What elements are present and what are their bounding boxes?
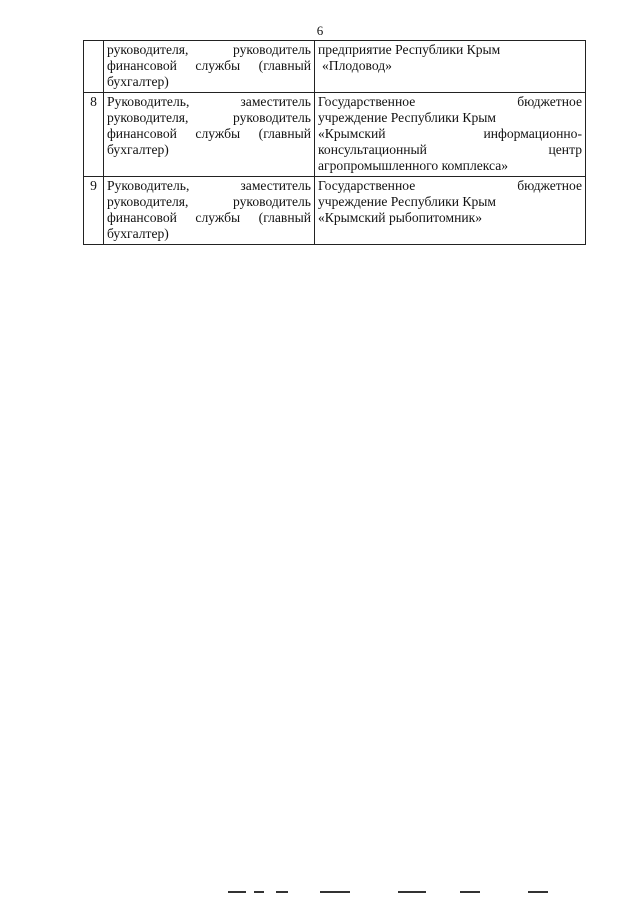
organization-line: агропромышленного комплекса» — [318, 158, 509, 173]
scan-mark — [320, 891, 350, 893]
row-number: 9 — [84, 177, 104, 245]
table-row — [84, 177, 586, 245]
scan-mark — [254, 891, 264, 893]
organization-line: консультационный центр — [318, 142, 582, 157]
position-line: бухгалтер) — [107, 142, 169, 157]
organization-line: «Крымский рыбопитомник» — [318, 210, 483, 225]
scan-mark — [398, 891, 426, 893]
organization-line: «Плодовод» — [322, 58, 392, 73]
row-number — [84, 41, 104, 93]
position-line: финансовой службы (главный — [107, 210, 311, 225]
position-cell — [104, 41, 315, 93]
organization-line: «Крымский информационно- — [318, 126, 582, 141]
position-line: финансовой службы (главный — [107, 58, 311, 73]
row-number: 8 — [84, 93, 104, 177]
scan-artifact-marks — [228, 891, 568, 895]
table-row — [84, 93, 586, 177]
position-line: руководителя, руководитель — [107, 110, 311, 125]
organization-cell — [315, 41, 586, 93]
page-number: 6 — [316, 23, 324, 38]
organization-cell — [315, 93, 586, 177]
scan-mark — [528, 891, 548, 893]
organization-line: Государственное бюджетное — [318, 178, 582, 193]
position-line: руководителя, руководитель — [107, 194, 311, 209]
table-row — [84, 41, 586, 93]
position-line: Руководитель, заместитель — [107, 178, 311, 193]
organization-line: предприятие Республики Крым — [318, 42, 501, 57]
position-cell — [104, 93, 315, 177]
organization-line: учреждение Республики Крым — [318, 110, 496, 125]
organization-cell — [315, 177, 586, 245]
scan-mark — [228, 891, 246, 893]
position-line: Руководитель, заместитель — [107, 94, 311, 109]
position-cell — [104, 177, 315, 245]
position-line: финансовой службы (главный — [107, 126, 311, 141]
organization-line: учреждение Республики Крым — [318, 194, 496, 209]
scan-mark — [276, 891, 288, 893]
organization-line: Государственное бюджетное — [318, 94, 582, 109]
position-line: бухгалтер) — [107, 226, 169, 241]
position-line: руководителя, руководитель — [107, 42, 311, 57]
scan-mark — [460, 891, 480, 893]
position-line: бухгалтер) — [107, 74, 169, 89]
positions-table — [83, 40, 586, 245]
